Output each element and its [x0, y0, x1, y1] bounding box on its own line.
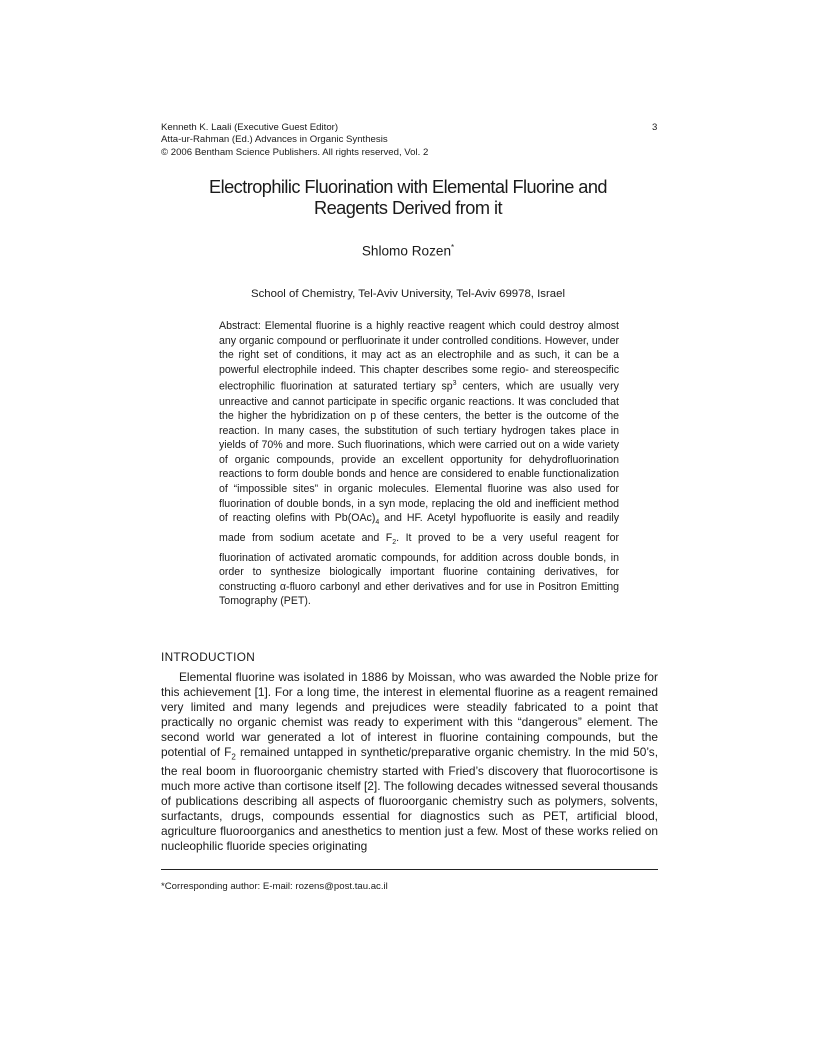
title-line-1: Electrophilic Fluorination with Elemental Fluorine and — [209, 177, 607, 197]
page-number: 3 — [652, 122, 658, 133]
introduction-paragraph — [161, 670, 658, 854]
corresponding-mark: * — [451, 243, 455, 252]
editor-line: Kenneth K. Laali (Executive Guest Editor) — [161, 122, 339, 133]
series-line: Atta-ur-Rahman (Ed.) Advances in Organic Synthesis — [161, 134, 388, 146]
footnote: *Corresponding author: E-mail: rozens@post.tau.ac.il — [161, 881, 388, 892]
abstract — [219, 319, 619, 609]
title-line-2: Reagents Derived from it — [314, 198, 502, 218]
abstract-label: Abstract: — [219, 320, 261, 332]
abstract-text-2: centers, which are usually very unreactive and cannot participate in specific organic reactions. It was concluded that the higher the hybridization on p of these centers, the better is the outcome of the reaction. In many cases, the substitution of such tertiary hydrogen takes place in yields of 70% and more. Such fluorinations, which were carried out on a wide variety of organic compounds, provide an excellent opportunity for dehydrofluorination reactions to form double bonds and hence are considered to enable functionalization of “impossible sites” in organic molecules. Elemental fluorine was also used for fluorination of double bonds, in a syn mode, replacing the old and inefficient method of reacting olefins with Pb(OAc) — [219, 380, 619, 525]
copyright-line: © 2006 Bentham Science Publishers. All rights reserved, Vol. 2 — [161, 146, 429, 158]
intro-text-1: Elemental fluorine was isolated in 1886 by Moissan, who was awarded the Noble prize for this achievement [1]. For a long time, the interest in elemental fluorine as a reagent remained very limited and many legends and prejudices were steadily fabricated to a point that practically no organic chemist was ready to experiment with this “dangerous” element. The second world war generated a lot of interest in fluorine containing compounds, but the potential of F — [161, 670, 658, 759]
author — [250, 243, 566, 259]
abstract-sub-4: 4 — [375, 519, 380, 527]
running-header — [161, 122, 428, 159]
affiliation: School of Chemistry, Tel-Aviv University, Tel-Aviv 69978, Israel — [251, 288, 565, 300]
author-name: Shlomo Rozen — [361, 243, 452, 259]
intro-text-2: remained untapped in synthetic/preparative organic chemistry. In the mid 50’s, the real boom in fluoroorganic chemistry started with Fried’s discovery that fluorocortisone is much more active than cortisone itself [2]. The following decades witnessed several thousands of publications describing all aspects of fluoroorganic chemistry such as polymers, solvents, surfactants, drugs, compounds essential for diagnostics such as PET, artificial blood, agriculture fluoroorganics and anesthetics to mention just a few. Most of these works relied on nucleophilic fluoride species originating — [161, 745, 658, 854]
section-heading: INTRODUCTION — [161, 650, 256, 664]
paper-title — [150, 177, 666, 219]
intro-sub-2: 2 — [231, 752, 236, 762]
abstract-sub-2: 2 — [392, 539, 397, 547]
abstract-sup: 3 — [452, 380, 457, 388]
abstract-text-3: and HF. Acetyl hypofluorite is easily and readily made from sodium acetate and F — [219, 512, 619, 544]
abstract-text-1: Elemental fluorine is a highly reactive reagent which could destroy almost any organic compound or perfluorinate it under controlled conditions. However, under the right set of conditions, it may act as an electrophile and as such, it can be a powerful electrophile indeed. This chapter describes some regio- and stereospecific electrophilic fluorination at saturated tertiary sp — [219, 320, 619, 393]
footnote-rule — [161, 869, 658, 870]
abstract-text-4: . It proved to be a very useful reagent for fluorination of activated aromatic compounds, for addition across double bonds, in order to synthesize biologically important fluorine containing derivatives, for constructing α-fluoro carbonyl and ether derivatives and for use in Positron Emitting Tomography (PET). — [219, 531, 620, 608]
